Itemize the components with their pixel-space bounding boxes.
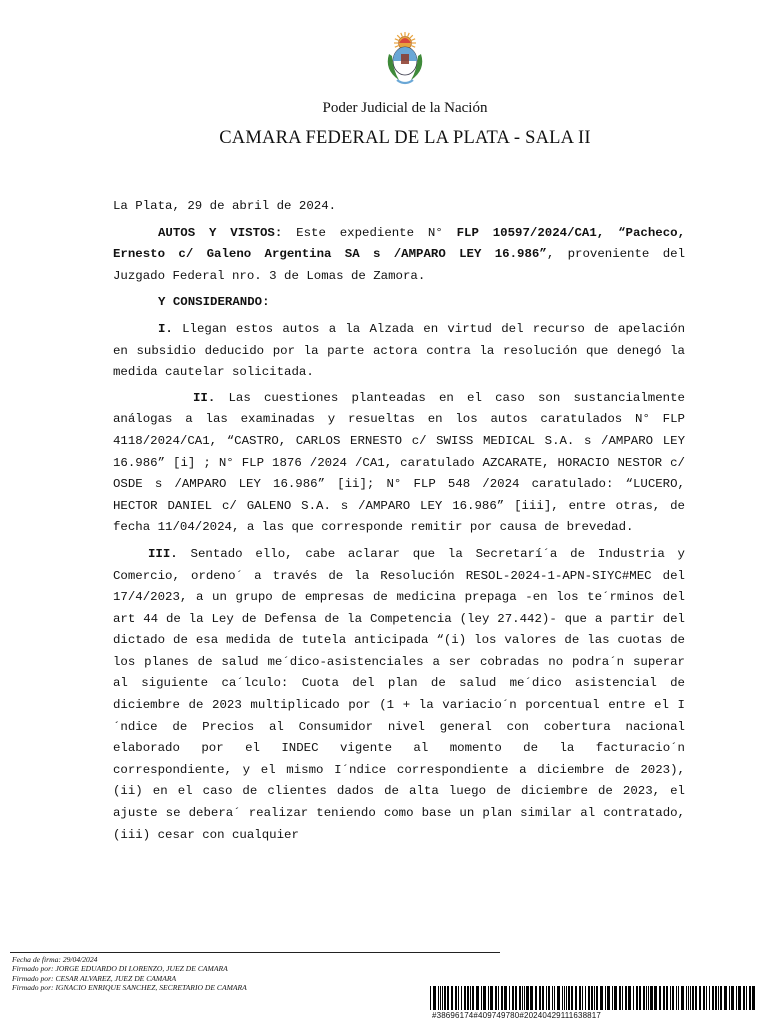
paragraph-ii-text: Las cuestiones planteadas en el caso son sustancialmente análogas a las examinadas y resueltas en los autos caratulados N° FLP 4118/2024/CA1, “CASTRO, CARLOS ERNESTO c/ SWISS MEDICAL S.A. s /AMPARO LEY 16.986” [i] ; N° FLP 1876 /2024 /CA1, caratulado AZCARATE, HORACIO NESTOR c/ OSDE s /AMPARO LEY 16.986” [ii]; N° FLP 548 /2024 caratulado: “LUCERO, HECTOR DANIEL c/ GALENO S.A. s /AMPARO LEY 16.986” [iii], entre otras, de fecha 11/04/2024, a las que corresponde remitir por causa de brevedad.	[113, 390, 685, 535]
expediente-number: FLP 10597/2024/CA1,	[456, 225, 605, 240]
signature-date: Fecha de firma: 29/04/2024	[12, 955, 98, 964]
paragraph-ii	[113, 388, 685, 539]
considerando-heading	[113, 292, 685, 314]
paragraph-iii	[113, 544, 685, 846]
autos-paragraph	[113, 223, 685, 288]
paragraph-i-label: I.	[158, 321, 173, 336]
signature-block	[12, 955, 247, 992]
document-barcode	[430, 986, 756, 1010]
signer-2: Firmado por: CESAR ALVAREZ, JUEZ DE CAMARA	[12, 973, 177, 983]
paragraph-iii-label: III.	[148, 546, 178, 561]
paragraph-i-text: Llegan estos autos a la Alzada en virtud del recurso de apelación en subsidio deducido por la parte actora contra la resolución que denegó la medida cautelar solicitada.	[113, 321, 685, 380]
resolution-body	[113, 196, 685, 846]
autos-intro: Este expediente N°	[282, 225, 457, 240]
court-name: Poder Judicial de la Nación	[322, 100, 488, 116]
national-coat-of-arms-seal	[379, 30, 431, 90]
paragraph-iii-text: Sentado ello, cabe aclarar que la Secretarí´a de Industria y Comercio, ordeno´ a través de la Resolución RESOL-2024-1-APN-SIYC#MEC del 17/4/2023, a un grupo de empresas de medicina prepaga -en los te´rminos del art 44 de la Ley de Defensa de la Competencia (ley 27.442)- que a partir del dictado de esa medida de tutela anticipada “(i) los valores de las cuotas de los planes de salud me´dico-asistenciales a ser cobradas no podra´n superar al siguiente ca´lculo: Cuota del plan de salud me´dico asistencial de diciembre de 2023 multiplicado por (1 + la variacio´n porcentual entre el I´ndice de Precios al Consumidor nivel general con cobertura nacional elaborado por el INDEC vigente al momento de la facturacio´n correspondiente, y el mismo I´ndice correspondiente a diciembre de 2023), (ii) en el caso de clientes dados de alta luego de diciembre de 2023, el ajuste se debera´ realizar teniendo como base un plan similar al contratado, (iii) cesar con cualquier	[113, 546, 685, 842]
autos-label: AUTOS Y VISTOS:	[158, 225, 283, 240]
case-caption: “Pacheco, Ernesto c/ Galeno Argentina SA s /AMPARO LEY 16.986”	[113, 225, 685, 262]
signer-1: Firmado por: JORGE EDUARDO DI LORENZO, JUEZ DE CAMARA	[12, 964, 228, 974]
date-line: La Plata, 29 de abril de 2024.	[113, 199, 337, 213]
footer-divider	[10, 952, 500, 953]
chamber-name: CAMARA FEDERAL DE LA PLATA - SALA II	[219, 128, 591, 148]
paragraph-ii-label: II.	[193, 390, 216, 405]
paragraph-i	[113, 319, 685, 384]
signer-3: Firmado por: IGNACIO ENRIQUE SANCHEZ, SECRETARIO DE CAMARA	[12, 982, 247, 992]
considerando-label: Y CONSIDERANDO:	[158, 295, 270, 310]
barcode-number: #38696174#409749780#20240429111638817	[432, 1011, 601, 1020]
autos-tail: , proveniente del Juzgado Federal nro. 3 de Lomas de Zamora.	[113, 247, 686, 283]
